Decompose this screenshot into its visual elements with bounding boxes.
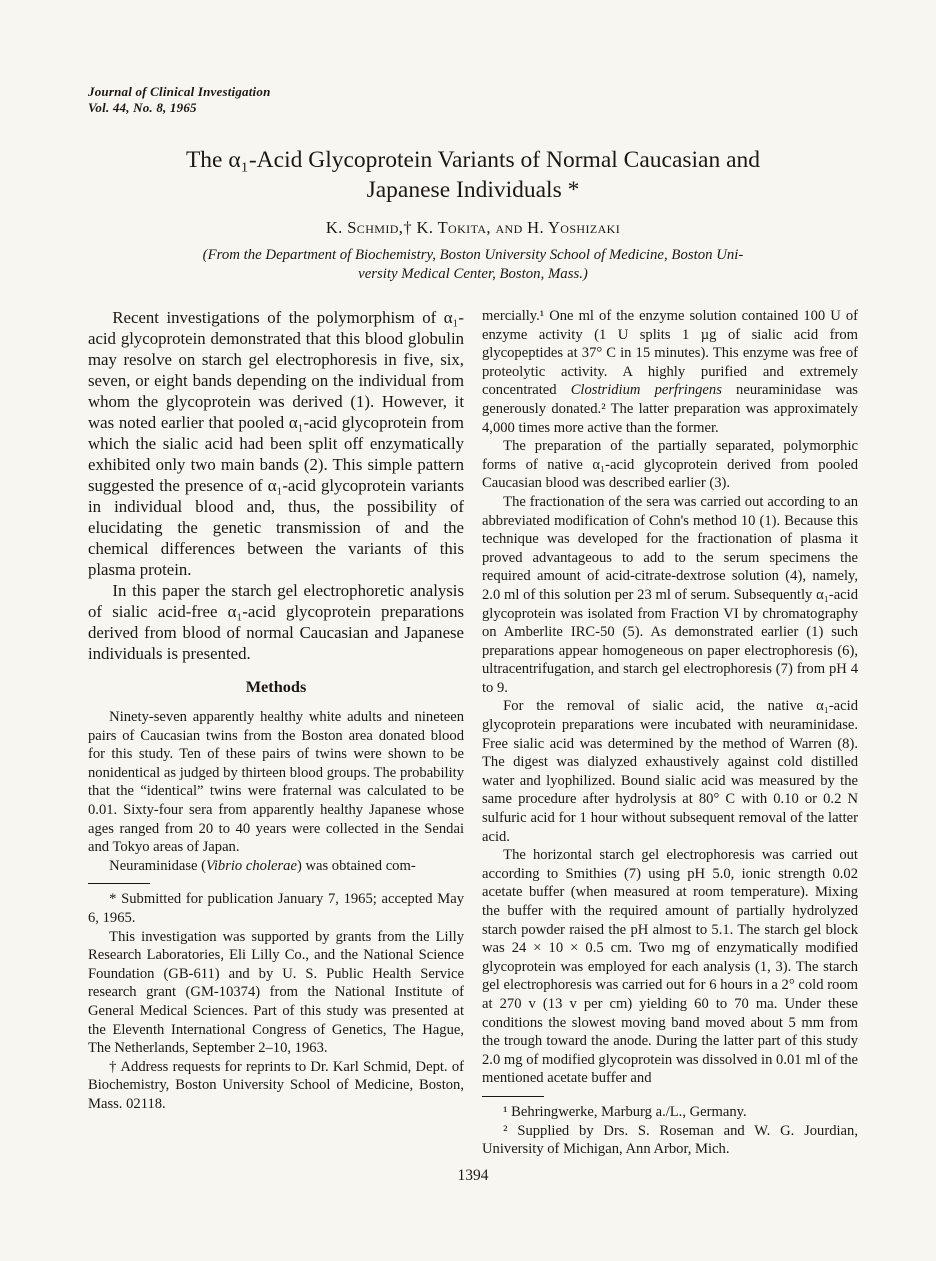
paragraph: Recent investigations of the polymorphism of α₁-acid glycoprotein demonstrated that this blood globulin may resolve on starch gel electrophoresis in five, six, seven, or eight bands depending on the individual from whom the glycoprotein was derived (1). However, it was noted earlier that pooled α₁-acid glycoprotein from which the sialic acid had been split off enzymatically exhibited only two main bands (2). This simple pattern suggested the presence of α₁-acid glycoprotein variants in individual blood and, thus, the possibility of elucidating the genetic transmission of and the chemical differences between the variants of this plasma protein. <box>88 308 464 579</box>
paragraph: Neuraminidase (Vibrio cholerae) was obtained com- <box>109 857 416 874</box>
paragraph: ² Supplied by Drs. S. Roseman and W. G. Jourdian, University of Michigan, Ann Arbor, Mich. <box>482 1122 858 1158</box>
paragraph: ¹ Behringwerke, Marburg a./L., Germany. <box>503 1103 747 1120</box>
journal-name: Journal of Clinical Investigation <box>88 84 271 99</box>
article-title-line2: Japanese Individuals * <box>366 177 580 203</box>
journal-volume-line: Vol. 44, No. 8, 1965 <box>88 99 197 115</box>
left-column <box>88 307 464 1159</box>
footnote-rule <box>88 883 150 884</box>
article-title-line1: The α₁-Acid Glycoprotein Variants of Normal Caucasian and <box>185 147 761 173</box>
section-heading: Methods <box>245 677 307 696</box>
right-column <box>482 307 858 1159</box>
paragraph: In this paper the starch gel electrophoretic analysis of sialic acid-free α₁-acid glycoprotein preparations derived from blood of normal Caucasian and Japanese individuals is presented. <box>88 581 464 663</box>
page-number: 1394 <box>457 1166 489 1184</box>
article-body <box>88 307 858 1159</box>
article-title <box>88 145 858 205</box>
authors-line: K. Schmid,† K. Tokita, and H. Yoshizaki <box>325 218 621 237</box>
paragraph: The preparation of the partially separated, polymorphic forms of native α₁-acid glycoprotein derived from pooled Caucasian blood was described earlier (3). <box>482 438 858 492</box>
affiliation-line2: versity Medical Center, Boston, Mass.) <box>358 265 588 282</box>
affiliation <box>88 246 858 283</box>
paragraph: The fractionation of the sera was carried out according to an abbreviated modification of Cohn's method 10 (1). Because this technique was developed for the fractionation of plasma it proved advantageous to add to the serum specimens the required amount of acid-citrate-dextrose solution (4), namely, 2.0 ml of this solution per 23 ml of serum. Subsequently α₁-acid glycoprotein was isolated from Fraction VI by chromatography on Amberlite IRC-50 (5). As demonstrated earlier (1) such preparations appear homogeneous on paper electrophoresis (6), ultracentrifugation, and starch gel electrophoresis (7) from pH 4 to 9. <box>482 493 858 696</box>
paragraph: † Address requests for reprints to Dr. Karl Schmid, Dept. of Biochemistry, Boston University School of Medicine, Boston, Mass. 02118. <box>88 1058 464 1112</box>
journal-reference <box>88 84 858 115</box>
paragraph: mercially.¹ One ml of the enzyme solution contained 100 U of enzyme activity (1 U splits 1 µg of sialic acid from glycopeptides at 37° C in 15 minutes). This enzyme was free of proteolytic activity. A highly purified and extremely concentrated Clostridium perfringens neuraminidase was generously donated.² The latter preparation was approximately 4,000 times more active than the former. <box>482 308 858 436</box>
footnote-rule <box>482 1096 544 1097</box>
affiliation-line1: (From the Department of Biochemistry, Boston University School of Medicine, Boston Uni- <box>202 247 744 263</box>
paragraph: The horizontal starch gel electrophoresis was carried out according to Smithies (7) using pH 5.0, ionic strength 0.02 acetate buffer (when measured at room temperature). Mixing the buffer with the required amount of partially hydrolyzed starch powder raised the pH almost to 5.1. The starch gel block was 24 × 10 × 0.5 cm. Two mg of enzymatically modified glycoprotein was employed for each analysis (1, 3). The starch gel electrophoresis was carried out for 6 hours in a 2° cold room at 270 v (13 v per cm) yielding 60 to 70 ma. Under these conditions the slowest moving band moved about 5 mm from the trough toward the anode. During the latter part of this study 2.0 mg of modified glycoprotein was dissolved in 0.01 ml of the mentioned acetate buffer and <box>482 847 858 1087</box>
paragraph: * Submitted for publication January 7, 1965; accepted May 6, 1965. <box>88 891 464 926</box>
paragraph: This investigation was supported by grants from the Lilly Research Laboratories, Eli Lilly Co., and the National Science Foundation (GB-611) and by U. S. Public Health Service research grant (GM-10374) from the National Institute of General Medical Sciences. Part of this study was presented at the Eleventh International Congress of Genetics, The Hague, The Netherlands, September 2–10, 1963. <box>88 928 464 1057</box>
paragraph: Ninety-seven apparently healthy white adults and nineteen pairs of Caucasian twins from the Boston area donated blood for this study. Ten of these pairs of twins were shown to be nonidentical as judged by thirteen blood groups. The probability that the “identical” twins were fraternal was calculated to be 0.01. Sixty-four sera from apparently healthy Japanese whose ages ranged from 20 to 40 years were collected in the Sendai and Tokyo areas of Japan. <box>88 709 464 856</box>
paragraph: For the removal of sialic acid, the native α₁-acid glycoprotein preparations were incubated with neuraminidase. Free sialic acid was determined by the method of Warren (8). The digest was dialyzed exhaustively against cold distilled water and lyophilized. Bound sialic acid was measured by the same procedure after hydrolysis at 80° C with 0.10 or 0.2 N sulfuric acid for 1 hour without subsequent removal of the latter acid. <box>482 698 858 845</box>
